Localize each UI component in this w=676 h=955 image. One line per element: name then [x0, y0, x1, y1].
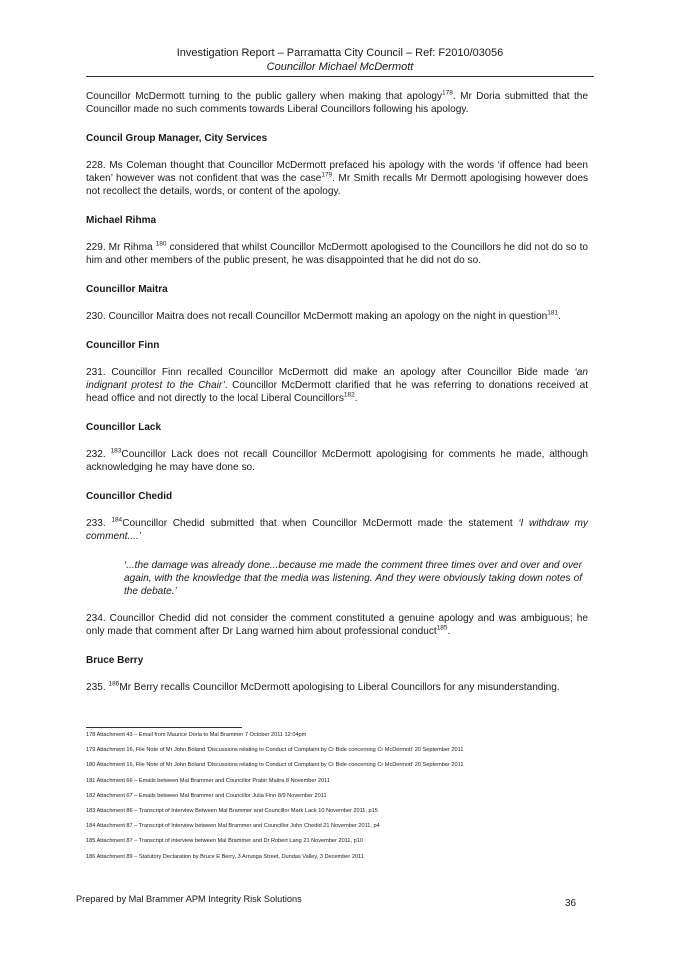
paragraph-233: 233. $^{184}$Councillor Chedid submitted that when Councillor McDermott made the statement ‘I withdraw my comment....’: [86, 516, 588, 542]
footnote-ref: 186: [108, 680, 120, 688]
paragraph-232: 232. $^{183}$Councillor Lack does not recall Councillor McDermott apologising for comments he made, although acknowledging he may have done so.: [86, 447, 588, 473]
footnote-186: 186 Attachment 89 – Statutory Declaration by Bruce E Berry, 3 Arrunga Street, Dundas Valley, 3 December 2011: [86, 853, 364, 860]
report-body: [86, 90, 588, 710]
paragraph-229: 229. Mr Rihma $^{180}$ considered that whilst Councillor McDermott apologised to the Councillors he did not do so to him and other members of the public present, he was disappointed that he did not do so.: [86, 240, 588, 266]
report-title: Investigation Report – Parramatta City Council – Ref: F2010/03056: [176, 47, 504, 59]
footnote-179: 179 Attachment 16, File Note of Mr John Boland ‘Discussions relating to Conduct of Complaint by Cr Bide concerning Cr McDermott’ 20 September 2011: [86, 747, 464, 754]
section-heading: Council Group Manager, City Services: [86, 133, 268, 144]
footnote-ref: 184: [111, 516, 123, 524]
block-quote: ‘...the damage was already done...because me made the comment three times over and over and over again, with the knowledge that the media was listening. And they were obviously taking down notes of the debate.’: [124, 560, 582, 597]
footnotes: [86, 727, 606, 869]
section-heading: Councillor Finn: [86, 340, 160, 351]
section-heading: Michael Rihma: [86, 215, 157, 226]
section-heading: Bruce Berry: [86, 655, 144, 666]
footnote-ref: 179: [321, 171, 333, 179]
footnote-180: 180 Attachment 16, File Note of Mr John Boland ‘Discussions relating to Conduct of Complaint by Cr Bide concerning Cr McDermott’ 20 September 2011: [86, 762, 464, 769]
footnote-181: 181 Attachment 66 – Emails between Mal Brammer and Councillor Prabir Maitra 8 November 2011: [86, 777, 330, 784]
paragraph-231: 231. Councillor Finn recalled Councillor McDermott did make an apology after Councillor Bide made ‘an indignant protest to the Chair’. Councillor McDermott clarified that he was referring to donations received at head office and not directly to the local Liberal Councillors$^{182}$.: [86, 367, 589, 404]
footnote-182: 182 Attachment 67 – Emails between Mal Brammer and Councillor Julia Finn 8/9 November 2011: [86, 792, 327, 799]
footnote-ref: 183: [110, 447, 122, 455]
page-number: 36: [565, 898, 577, 909]
footnote-ref: 182: [343, 391, 355, 399]
footnote-185: 185 Attachment 87 – Transcript of interview between Mal Brammer and Dr Robert Lang 21 November 2011, p10: [86, 838, 363, 845]
header-divider: [86, 76, 594, 77]
paragraph-230: 230. Councillor Maitra does not recall Councillor McDermott making an apology on the night in question$^{181}$.: [86, 309, 561, 322]
section-heading: Councillor Maitra: [86, 284, 168, 295]
paragraph-234: 234. Councillor Chedid did not consider the comment constituted a genuine apology and was ambiguous; he only made that comment after Dr Lang warned him about professional conduct$^{185}$.: [86, 613, 588, 637]
page-header: [80, 46, 600, 74]
paragraph-228: 228. Ms Coleman thought that Councillor McDermott prefaced his apology with the words ‘if offence had been taken’ however was not confident that was the case$^{179}$. Mr Smith recalls Mr Dermott apologising however does not recollect the details, words, or content of the apology.: [86, 160, 588, 197]
report-subtitle: Councillor Michael McDermott: [266, 61, 414, 73]
footnote-178: 178 Attachment 43 – Email from Maurice Doria to Mal Brammer 7 October 2011 12:04pm: [86, 732, 307, 738]
paragraph-235: 235. $^{186}$Mr Berry recalls Councillor McDermott apologising to Liberal Councillors for any misunderstanding.: [86, 680, 560, 693]
footnote-divider: [86, 727, 242, 728]
section-heading: Councillor Chedid: [86, 491, 173, 502]
paragraph-continued: Councillor McDermott turning to the public gallery when making that apology$^{178}$. Mr Doria submitted that the Councillor made no such comments towards Liberal Councillors following his apology.: [86, 89, 588, 115]
footnote-183: 183 Attachment 86 – Transcript of Interview Between Mal Brammer and Councillor Mark Lack 10 November 2011, p15: [86, 807, 378, 814]
section-heading: Councillor Lack: [86, 422, 162, 433]
prepared-by: Prepared by Mal Brammer APM Integrity Risk Solutions: [76, 894, 302, 904]
footnote-ref: 178: [442, 89, 453, 97]
footnote-ref: 181: [547, 309, 559, 317]
footnote-ref: 180: [155, 240, 167, 248]
footnote-184: 184 Attachment 87 – Transcript of Interview between Mal Brammer and Councillor John Chedid 21 November 2011, p4: [86, 823, 380, 830]
footnote-ref: 185: [436, 624, 448, 632]
